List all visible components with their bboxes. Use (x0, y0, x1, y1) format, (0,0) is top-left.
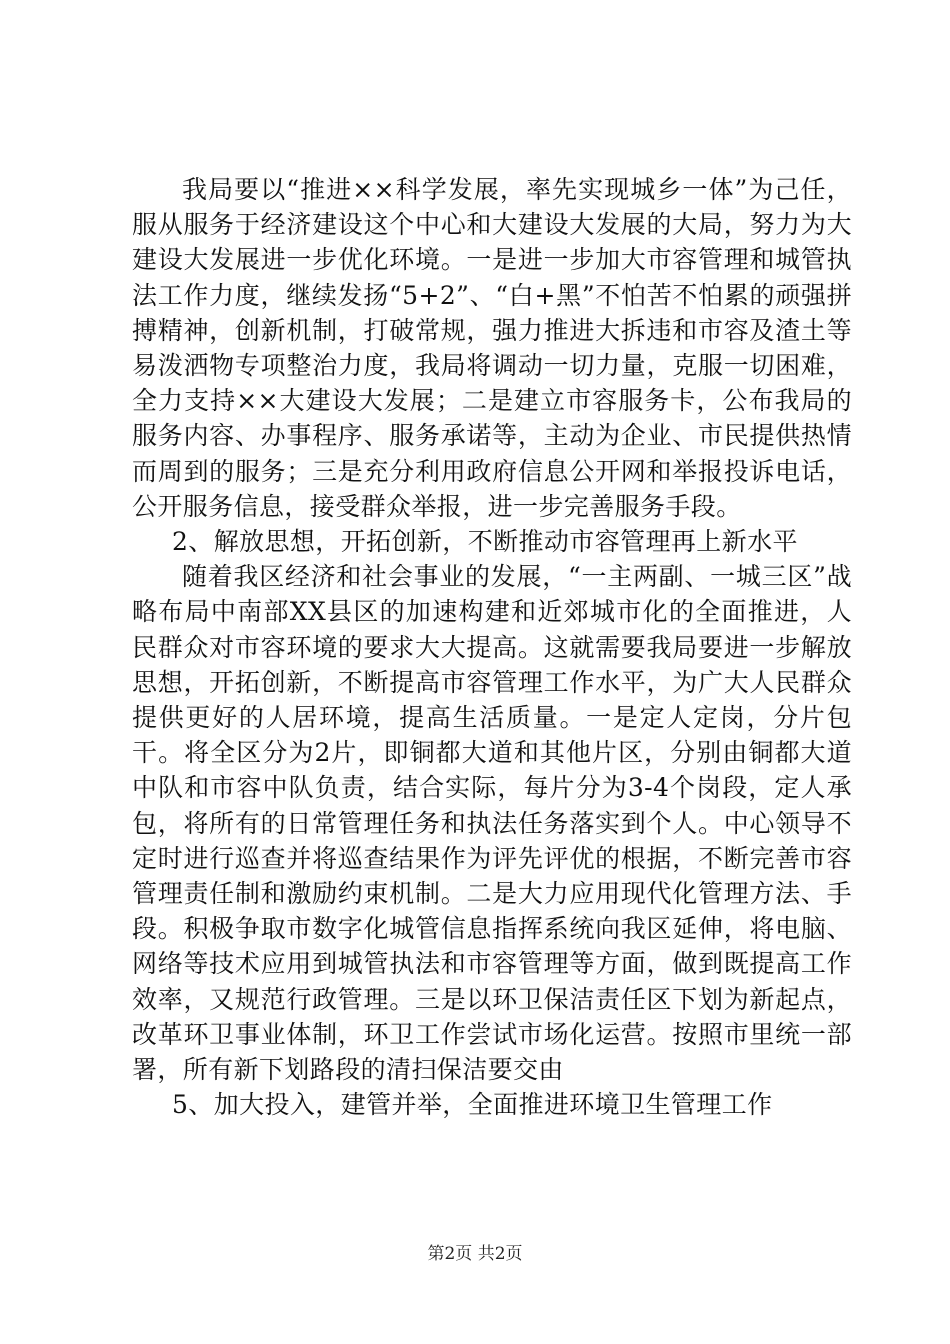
page-number-footer: 第2页 共2页 (427, 1244, 523, 1264)
section-heading-5: 5、加大投入，建管并举，全面推进环境卫生管理工作 (172, 1090, 773, 1120)
document-body (132, 172, 852, 1122)
section-heading-2: 2、解放思想，开拓创新，不断推动市容管理再上新水平 (172, 527, 798, 557)
paragraph-optimize-environment: 我局要以“推进××科学发展，率先实现城乡一体”为己任，服从服务于经济建设这个中心和大建设大发展的大局，努力为大建设大发展进一步优化环境。一是进一步加大市容管理和城管执法工作力度，继续发扬“5+2”、“白+黑”不怕苦不怕累的顽强拼搏精神，创新机制，打破常规，强力推进大拆违和市容及渣土等易泼洒物专项整治力度，我局将调动一切力量，克服一切困难，全力支持××大建设大发展；二是建立市容服务卡，公布我局的服务内容、办事程序、服务承诺等，主动为企业、市民提供热情而周到的服务；三是充分利用政府信息公开网和举报投诉电话，公开服务信息，接受群众举报，进一步完善服务手段。 (132, 175, 852, 521)
paragraph-city-management: 随着我区经济和社会事业的发展，“一主两副、一城三区”战略布局中南部XX县区的加速构建和近郊城市化的全面推进，人民群众对市容环境的要求大大提高。这就需要我局要进一步解放思想，开拓创新，不断提高市容管理工作水平，为广大人民群众提供更好的人居环境，提高生活质量。一是定人定岗，分片包干。将全区分为2片，即铜都大道和其他片区，分别由铜都大道中队和市容中队负责，结合实际，每片分为3-4个岗段，定人承包，将所有的日常管理任务和执法任务落实到个人。中心领导不定时进行巡查并将巡查结果作为评先评优的根据，不断完善市容管理责任制和激励约束机制。二是大力应用现代化管理方法、手段。积极争取市数字化城管信息指挥系统向我区延伸，将电脑、网络等技术应用到城管执法和市容管理等方面，做到既提高工作效率，又规范行政管理。三是以环卫保洁责任区下划为新起点，改革环卫事业体制，环卫工作尝试市场化运营。按照市里统一部署，所有新下划路段的清扫保洁要交由 (132, 562, 852, 1085)
